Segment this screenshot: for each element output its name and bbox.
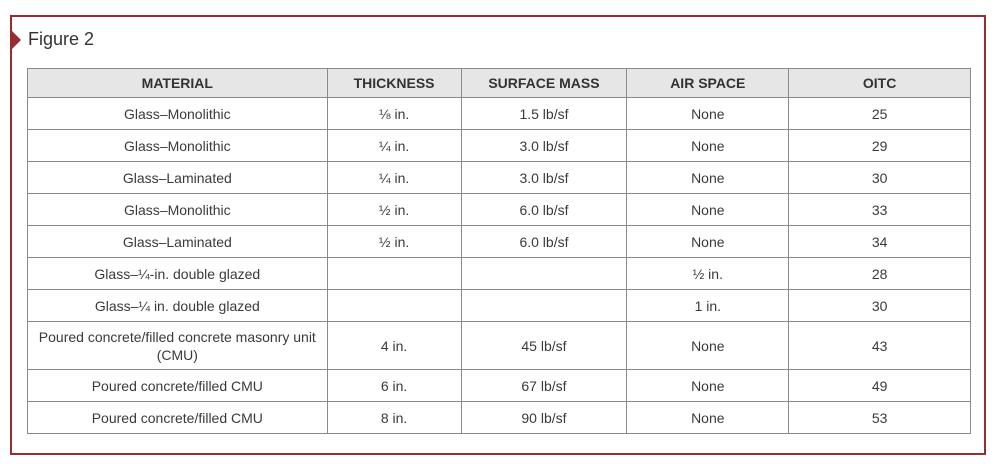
cell-surface-mass (461, 290, 627, 322)
cell-oitc: 34 (789, 226, 971, 258)
cell-air-space: None (627, 194, 789, 226)
cell-material: Glass–Monolithic (28, 194, 328, 226)
cell-material: Poured concrete/filled CMU (28, 402, 328, 434)
cell-material: Glass–Laminated (28, 226, 328, 258)
cell-thickness: 4 in. (327, 322, 461, 370)
cell-material: Glass–Monolithic (28, 130, 328, 162)
header-thickness: THICKNESS (327, 69, 461, 98)
cell-air-space: None (627, 98, 789, 130)
cell-oitc: 49 (789, 370, 971, 402)
table-row (28, 162, 971, 194)
cell-air-space: None (627, 162, 789, 194)
table-row (28, 194, 971, 226)
table-row (28, 290, 971, 322)
table-row (28, 370, 971, 402)
material-oitc-table (27, 68, 971, 434)
cell-thickness: ½ in. (327, 194, 461, 226)
cell-surface-mass: 6.0 lb/sf (461, 226, 627, 258)
cell-material: Poured concrete/filled CMU (28, 370, 328, 402)
table-row (28, 98, 971, 130)
figure-frame (10, 15, 986, 455)
cell-air-space: None (627, 130, 789, 162)
table-row (28, 402, 971, 434)
cell-surface-mass: 90 lb/sf (461, 402, 627, 434)
cell-air-space: None (627, 226, 789, 258)
table-row (28, 226, 971, 258)
triangle-marker-icon (10, 29, 21, 51)
cell-oitc: 25 (789, 98, 971, 130)
cell-oitc: 43 (789, 322, 971, 370)
table-row (28, 258, 971, 290)
cell-surface-mass: 3.0 lb/sf (461, 130, 627, 162)
figure-title: Figure 2 (28, 29, 95, 49)
table-row (28, 130, 971, 162)
cell-material: Glass–Monolithic (28, 98, 328, 130)
cell-air-space: ½ in. (627, 258, 789, 290)
cell-thickness: 6 in. (327, 370, 461, 402)
cell-thickness: ½ in. (327, 226, 461, 258)
header-air-space: AIR SPACE (627, 69, 789, 98)
cell-oitc: 28 (789, 258, 971, 290)
cell-material: Poured concrete/filled concrete masonry unit (CMU) (28, 322, 328, 370)
cell-oitc: 30 (789, 290, 971, 322)
cell-surface-mass: 3.0 lb/sf (461, 162, 627, 194)
cell-surface-mass: 6.0 lb/sf (461, 194, 627, 226)
cell-air-space: None (627, 402, 789, 434)
cell-surface-mass: 1.5 lb/sf (461, 98, 627, 130)
cell-surface-mass: 45 lb/sf (461, 322, 627, 370)
cell-air-space: None (627, 370, 789, 402)
cell-surface-mass: 67 lb/sf (461, 370, 627, 402)
cell-thickness (327, 258, 461, 290)
table-row (28, 322, 971, 370)
cell-air-space: None (627, 322, 789, 370)
cell-oitc: 29 (789, 130, 971, 162)
header-row (28, 69, 971, 98)
header-material: MATERIAL (28, 69, 328, 98)
cell-oitc: 53 (789, 402, 971, 434)
cell-surface-mass (461, 258, 627, 290)
header-oitc: OITC (789, 69, 971, 98)
cell-thickness: ¼ in. (327, 162, 461, 194)
cell-thickness (327, 290, 461, 322)
cell-air-space: 1 in. (627, 290, 789, 322)
cell-oitc: 30 (789, 162, 971, 194)
cell-material: Glass–Laminated (28, 162, 328, 194)
cell-thickness: ¼ in. (327, 130, 461, 162)
cell-material: Glass–¼-in. double glazed (28, 258, 328, 290)
cell-thickness: 8 in. (327, 402, 461, 434)
header-surface-mass: SURFACE MASS (461, 69, 627, 98)
cell-thickness: ⅛ in. (327, 98, 461, 130)
cell-material: Glass–¼ in. double glazed (28, 290, 328, 322)
cell-oitc: 33 (789, 194, 971, 226)
